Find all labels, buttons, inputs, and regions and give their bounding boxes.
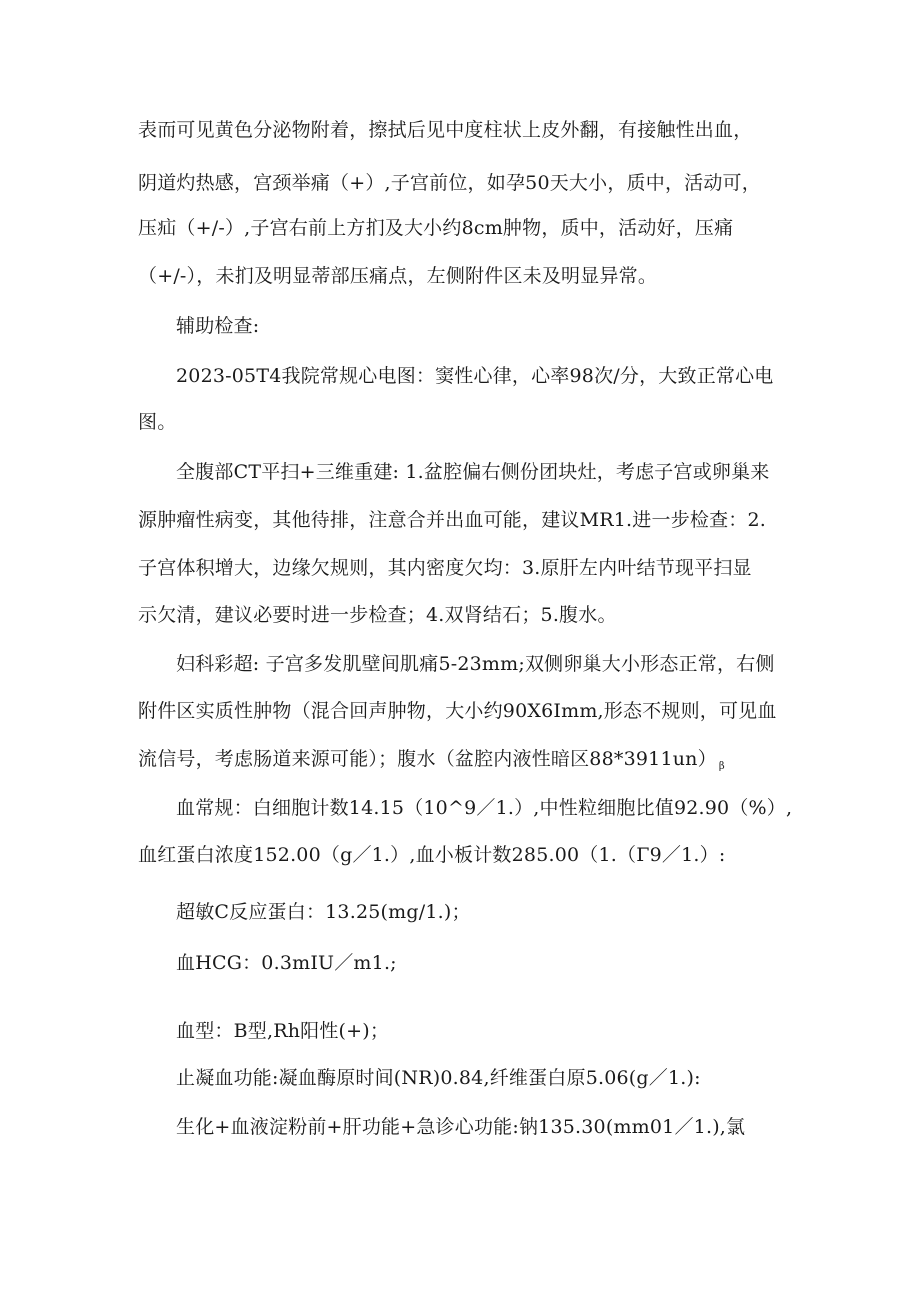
blood-routine-line-1: 血常规：白细胞计数14.15（10^9／1.）,中性粒细胞比值92.90（%）, [176, 797, 793, 819]
hcg-line: 血HCG：0.3mIU／m1.; [176, 952, 397, 974]
blood-routine-line-2: 血红蛋白浓度152.00（g／1.）,血小板计数285.00（1.（Γ9／1.）: [138, 844, 726, 866]
ct-line-4: 示欠清，建议必要时进一步检查；4.双肾结石；5.腹水。 [138, 604, 617, 626]
exam-line-3: 压疝（+/-）,子宫右前上方扪及大小约8cm肿物，质中，活动好，压痛 [138, 217, 734, 239]
aux-heading: 辅助检查: [176, 315, 260, 337]
exam-line-2: 阴道灼热感，宫颈举痛（+）,子宫前位，如孕50天大小，质中，活动可， [138, 172, 761, 194]
us-line-1: 妇科彩超: 子宫多发肌壁间肌痛5-23mm;双侧卵巢大小形态正常，右侧 [176, 653, 775, 675]
ct-line-3: 子宫体积增大，边缘欠规则，其内密度欠均：3.原肝左内叶结节现平扫显 [138, 557, 752, 579]
blood-type-line: 血型：B型,Rh阳性(+)； [176, 1020, 390, 1042]
us-line-3 [138, 747, 798, 779]
ct-line-1: 全腹部CT平扫+三维重建: 1.盆腔偏右侧份团块灶，考虑子宫或卵巢来 [176, 461, 770, 483]
crp-line: 超敏C反应蛋白：13.25(mg/1.)； [176, 901, 471, 923]
us-trailing-mark: β [718, 761, 725, 772]
biochem-line: 生化+血液淀粉前+肝功能+急诊心功能:钠135.30(mm01／1.),氯 [176, 1116, 746, 1138]
exam-line-1: 表而可见黄色分泌物附着，擦拭后见中度柱状上皮外翻，有接触性出血， [138, 119, 753, 141]
ecg-line-1: 2023-05T4我院常规心电图：窦性心律，心率98次/分，大致正常心电 [176, 365, 774, 387]
exam-line-4: （+/-），未扪及明显蒂部压痛点，左侧附件区未及明显异常。 [138, 265, 658, 287]
us-line-3-text: 流信号，考虑肠道来源可能）；腹水（盆腔内液性暗区88*3911un） [138, 748, 717, 770]
ct-line-2: 源肿瘤性病变，其他待排，注意合并出血可能，建议MR1.进一步检查：2. [138, 509, 767, 531]
ecg-line-2: 图。 [138, 411, 177, 433]
coagulation-line: 止凝血功能:凝血酶原时间(NR)0.84,纤维蛋白原5.06(g／1.): [176, 1067, 701, 1089]
us-line-2: 附件区实质性肿物（混合回声肿物，大小约90X6Imm,形态不规则，可见血 [138, 700, 777, 722]
